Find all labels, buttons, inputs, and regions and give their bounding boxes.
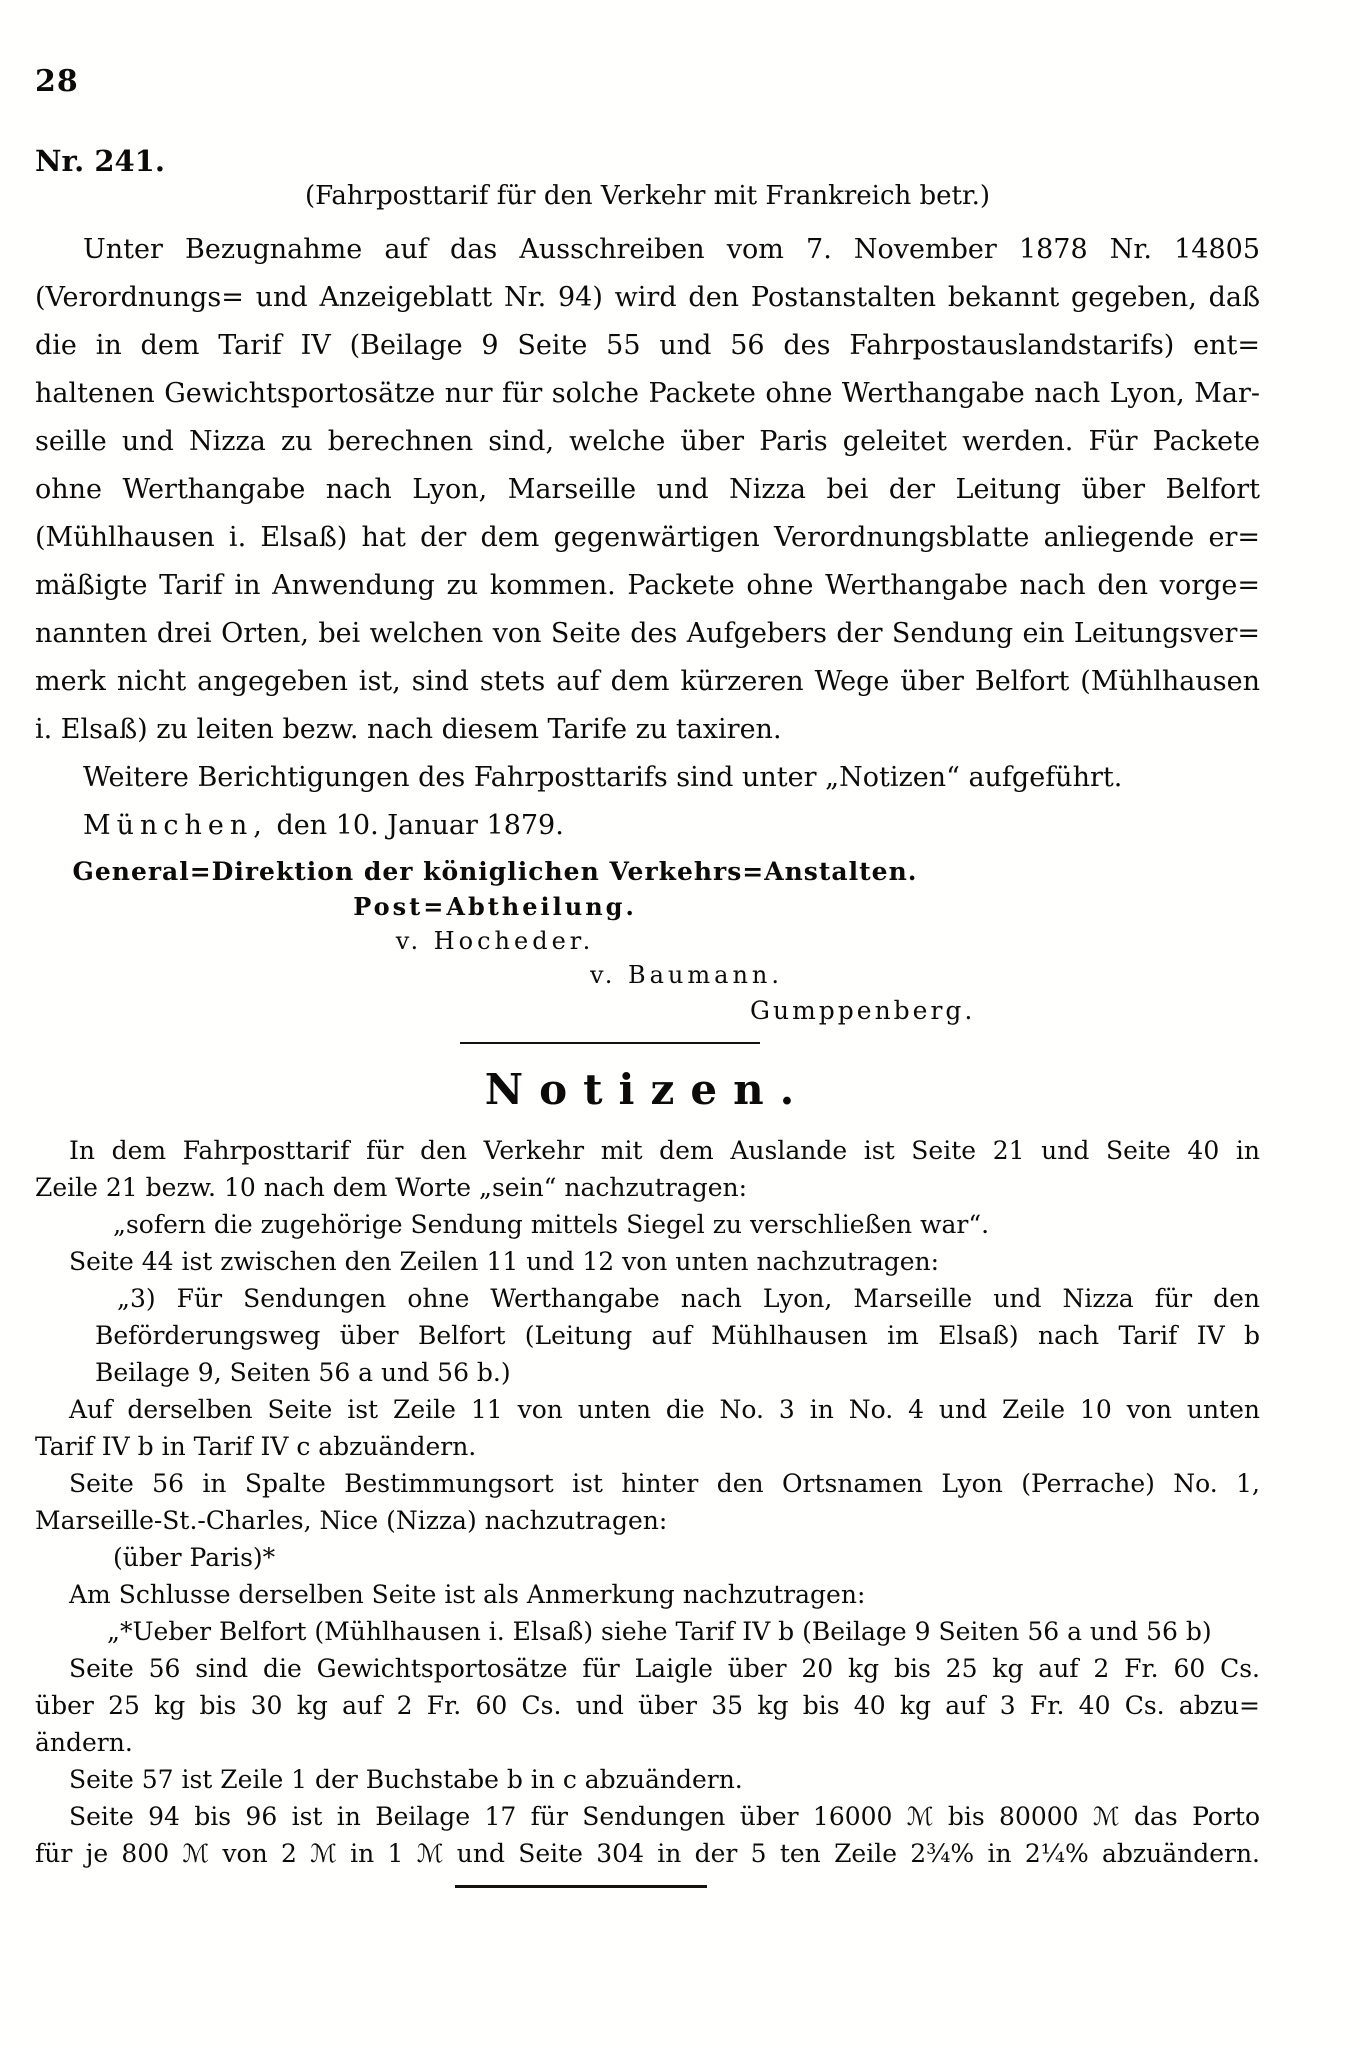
- text-line: Seite 56 sind die Gewichtsportosätze für Laigle über 20 kg bis 25 kg auf 2 Fr. 60 Cs.: [69, 1654, 1260, 1683]
- text-line: Seite 57 ist Zeile 1 der Buchstabe b in c abzuändern.: [69, 1765, 743, 1794]
- page-number: 28: [35, 64, 79, 99]
- dateline: [35, 802, 1260, 850]
- text-line: für je 800 ℳ von 2 ℳ in 1 ℳ und Seite 304 in der 5 ten Zeile 2¾% in 2¼% abzuändern.: [35, 1839, 1260, 1868]
- text-line: nannten drei Orten, bei welchen von Seite des Aufgebers der Sendung ein Leitungsver=: [35, 618, 1260, 649]
- text-line: Unter Bezugnahme auf das Ausschreiben vom 7. November 1878 Nr. 14805: [83, 234, 1260, 265]
- signature-gumppenberg: Gumppenberg.: [750, 996, 976, 1025]
- text-line: (über Paris)*: [113, 1543, 276, 1572]
- text-line: die in dem Tarif IV (Beilage 9 Seite 55 und 56 des Fahrpostauslandstarifs) ent=: [35, 330, 1260, 361]
- bottom-divider: [455, 1885, 707, 1888]
- notice-number: Nr. 241.: [35, 144, 165, 178]
- decree-paragraph: [35, 226, 1260, 754]
- footnote-line: „*Ueber Belfort (Mühlhausen i. Elsaß) siehe Tarif IV b (Beilage 9 Seiten 56 a und 56 b): [107, 1617, 1212, 1646]
- department-line: Post=Abtheilung.: [353, 892, 637, 921]
- text-line: Zeile 21 bezw. 10 nach dem Worte „sein“ nachzutragen:: [35, 1173, 748, 1202]
- text-line: Beilage 9, Seiten 56 a und 56 b.): [95, 1358, 511, 1387]
- text-line: Marseille-St.-Charles, Nice (Nizza) nachzutragen:: [35, 1506, 668, 1535]
- dateline-city: München,: [83, 810, 268, 841]
- text-line: Tarif IV b in Tarif IV c abzuändern.: [35, 1432, 477, 1461]
- text-line: (Mühlhausen i. Elsaß) hat der dem gegenwärtigen Verordnungsblatte anliegende er=: [35, 522, 1260, 553]
- text-line: seille und Nizza zu berechnen sind, welche über Paris geleitet werden. Für Packete: [35, 426, 1260, 457]
- text-line: Seite 56 in Spalte Bestimmungsort ist hinter den Ortsnamen Lyon (Perrache) No. 1,: [69, 1469, 1260, 1498]
- dateline-date: den 10. Januar 1879.: [276, 810, 564, 841]
- signature-hocheder: v. Hocheder.: [395, 927, 595, 955]
- text-line: Seite 44 ist zwischen den Zeilen 11 und 12 von unten nachzutragen:: [69, 1247, 940, 1276]
- authority-line: General=Direktion der königlichen Verkehrs=Anstalten.: [72, 857, 918, 886]
- text-line: merk nicht angegeben ist, sind stets auf dem kürzeren Wege über Belfort (Mühlhausen: [35, 666, 1260, 697]
- text-line: Seite 94 bis 96 ist in Beilage 17 für Sendungen über 16000 ℳ bis 80000 ℳ das Porto: [69, 1802, 1260, 1831]
- divider: [460, 1042, 760, 1044]
- subject-line: (Fahrposttarif für den Verkehr mit Frankreich betr.): [305, 181, 990, 211]
- text-line: haltenen Gewichtsportosätze nur für solche Packete ohne Werthangabe nach Lyon, Mar-: [35, 378, 1260, 409]
- remark-line: Weitere Berichtigungen des Fahrposttarifs sind unter „Notizen“ aufgeführt.: [83, 762, 1123, 793]
- notizen-heading: Notizen.: [484, 1065, 811, 1114]
- text-line: Beförderungsweg über Belfort (Leitung auf Mühlhausen im Elsaß) nach Tarif IV b: [95, 1321, 1260, 1350]
- text-line: i. Elsaß) zu leiten bezw. nach diesem Tarife zu taxiren.: [35, 714, 782, 745]
- text-line: Am Schlusse derselben Seite ist als Anmerkung nachzutragen:: [69, 1580, 866, 1609]
- notizen-section: [35, 1132, 1260, 1872]
- signature-block: [35, 854, 955, 958]
- text-line: Auf derselben Seite ist Zeile 11 von unten die No. 3 in No. 4 und Zeile 10 von unten: [69, 1395, 1260, 1424]
- text-line: ändern.: [35, 1728, 133, 1757]
- text-line: ohne Werthangabe nach Lyon, Marseille und Nizza bei der Leitung über Belfort: [35, 474, 1260, 505]
- text-line: (Verordnungs= und Anzeigeblatt Nr. 94) wird den Postanstalten bekannt gegeben, daß: [35, 282, 1260, 313]
- text-line: „sofern die zugehörige Sendung mittels Siegel zu verschließen war“.: [113, 1210, 990, 1239]
- text-line: In dem Fahrposttarif für den Verkehr mit dem Auslande ist Seite 21 und Seite 40 in: [69, 1136, 1260, 1165]
- text-line: „3) Für Sendungen ohne Werthangabe nach Lyon, Marseille und Nizza für den: [117, 1284, 1260, 1313]
- signature-baumann: v. Baumann.: [590, 961, 783, 989]
- text-line: mäßigte Tarif in Anwendung zu kommen. Packete ohne Werthangabe nach den vorge=: [35, 570, 1260, 601]
- text-line: über 25 kg bis 30 kg auf 2 Fr. 60 Cs. und über 35 kg bis 40 kg auf 3 Fr. 40 Cs. abzu=: [35, 1691, 1260, 1720]
